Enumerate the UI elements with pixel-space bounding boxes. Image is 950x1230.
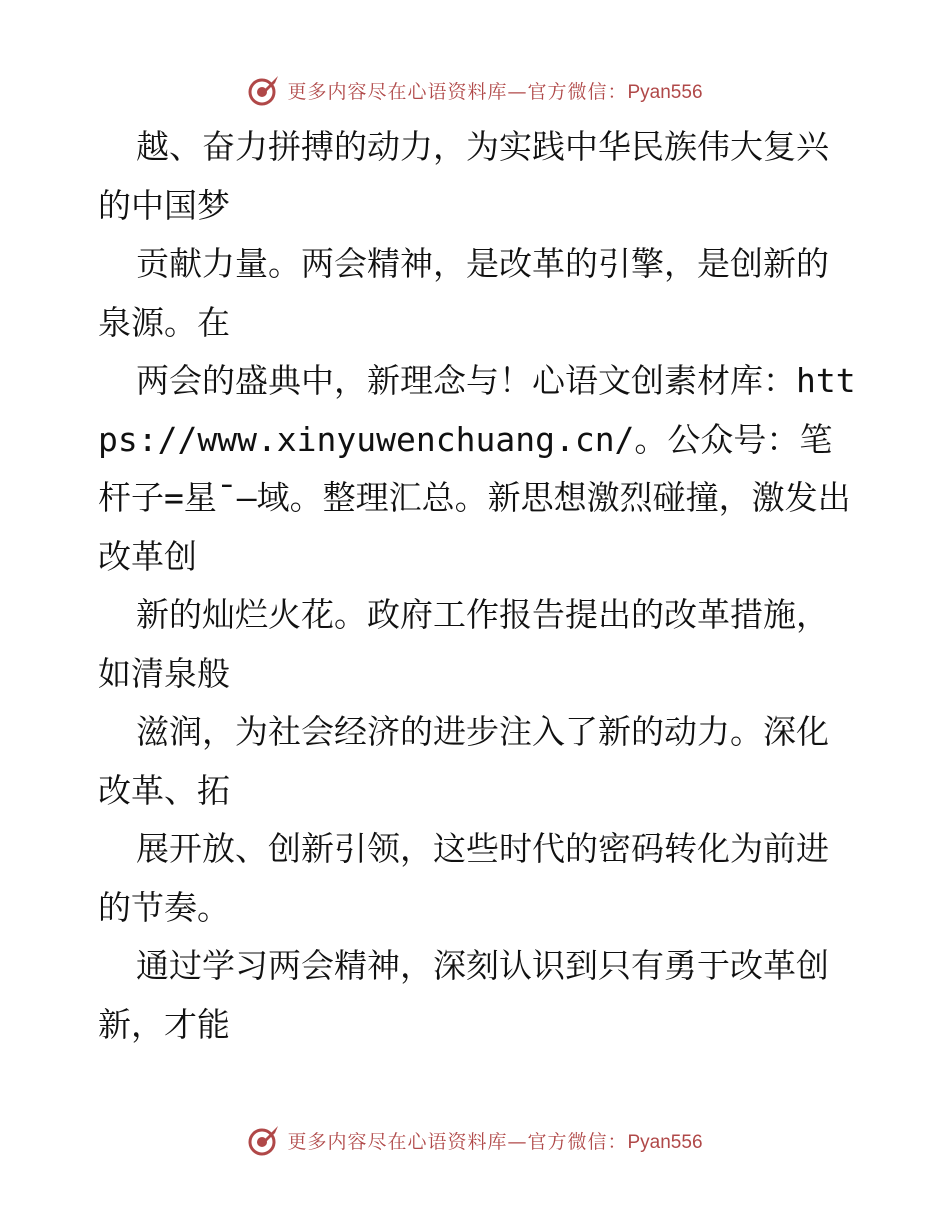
paragraph: 两会的盛典中，新理念与！心语文创素材库：https://www.xinyuwenchuang.cn/。公众号：笔杆子=星¯—域。整理汇总。新思想激烈碰撞，激发出改革创 bbox=[98, 361, 856, 576]
header-banner-text: 更多内容尽在心语资料库—官方微信：Pyan556 bbox=[287, 80, 703, 103]
paragraph: 通过学习两会精神，深刻认识到只有勇于改革创新，才能 bbox=[98, 946, 829, 1044]
paragraph: 贡献力量。两会精神，是改革的引擎，是创新的泉源。在 bbox=[98, 244, 829, 342]
header-banner bbox=[0, 70, 950, 110]
header-wechat-handle: Pyan556 bbox=[627, 81, 703, 103]
paragraph: 滋润，为社会经济的进步注入了新的动力。深化改革、拓 bbox=[98, 712, 829, 810]
paragraph: 展开放、创新引领，这些时代的密码转化为前进的节奏。 bbox=[98, 829, 829, 927]
paragraph: 新的灿烂火花。政府工作报告提出的改革措施，如清泉般 bbox=[98, 595, 829, 693]
footer-wechat-handle: Pyan556 bbox=[627, 1131, 703, 1153]
footer-banner-text: 更多内容尽在心语资料库—官方微信：Pyan556 bbox=[287, 1130, 703, 1153]
paragraph: 越、奋力拼搏的动力，为实践中华民族伟大复兴的中国梦 bbox=[98, 127, 829, 225]
document-body bbox=[98, 118, 858, 1054]
quill-logo-icon bbox=[247, 73, 281, 107]
quill-logo-icon bbox=[247, 1123, 281, 1157]
footer-banner bbox=[0, 1120, 950, 1160]
